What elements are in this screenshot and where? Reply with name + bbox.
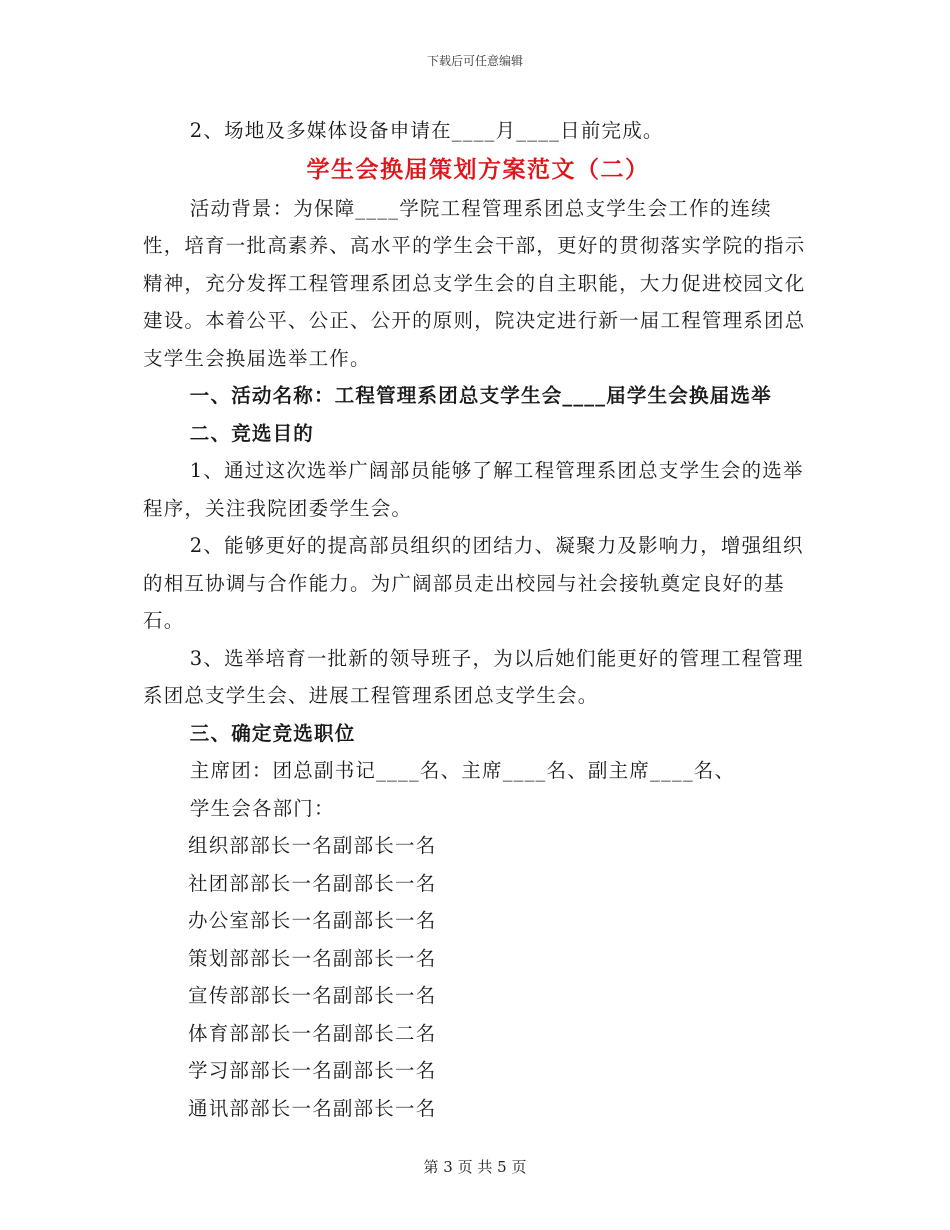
presidium-line: 主席团：团总副书记____名、主席____名、副主席____名、	[189, 759, 736, 782]
document-title: 学生会换届策划方案范文（二）	[306, 155, 650, 183]
background-paragraph: 活动背景：为保障____学院工程管理系团总支学生会工作的连续性，培育一批高素养、高水平的学生会干部，更好的贯彻落实学院的指示精神，充分发挥工程管理系团总支学生会的自主职能，大力促进校园文化建设。本着公平、公正、公开的原则，院决定进行新一届工程管理系团总支学生会换届选举工作。	[143, 196, 806, 370]
department-line: 组织部部长一名副部长一名	[188, 834, 437, 857]
department-line: 通讯部部长一名副部长一名	[188, 1096, 437, 1120]
department-line: 宣传部部长一名副部长一名	[188, 984, 437, 1007]
department-line: 体育部部长一名副部长二名	[188, 1021, 437, 1045]
purpose-item-3: 3、选举培育一批新的领导班子，为以后她们能更好的管理工程管理系团总支学生会、进展工程管理系团总支学生会。	[143, 646, 804, 707]
departments-label: 学生会各部门：	[189, 796, 335, 820]
purpose-item-2: 2、能够更好的提高部员组织的团结力、凝聚力及影响力，增强组织的相互协调与合作能力。为广阔部员走出校园与社会接轨奠定良好的基石。	[143, 534, 804, 632]
document-body	[143, 112, 813, 1127]
department-line: 策划部部长一名副部长一名	[188, 946, 437, 970]
purpose-item-1: 1、通过这次选举广阔部员能够了解工程管理系团总支学生会的选举程序，关注我院团委学生会。	[143, 459, 804, 520]
department-line: 办公室部长一名副部长一名	[188, 909, 437, 932]
section-purpose-heading: 二、竞选目的	[189, 421, 314, 445]
intro-item: 2、场地及多媒体设备申请在____月____日前完成。	[189, 119, 664, 142]
page-footer: 第 3 页 共 5 页	[423, 1158, 527, 1176]
section-positions-heading: 三、确定竞选职位	[189, 721, 356, 745]
department-line: 社团部部长一名副部长一名	[188, 871, 437, 895]
page-header: 下载后可任意编辑	[426, 54, 523, 68]
department-line: 学习部部长一名副部长一名	[188, 1059, 437, 1082]
section-activity-name: 一、活动名称：工程管理系团总支学生会____届学生会换届选举	[189, 384, 772, 407]
